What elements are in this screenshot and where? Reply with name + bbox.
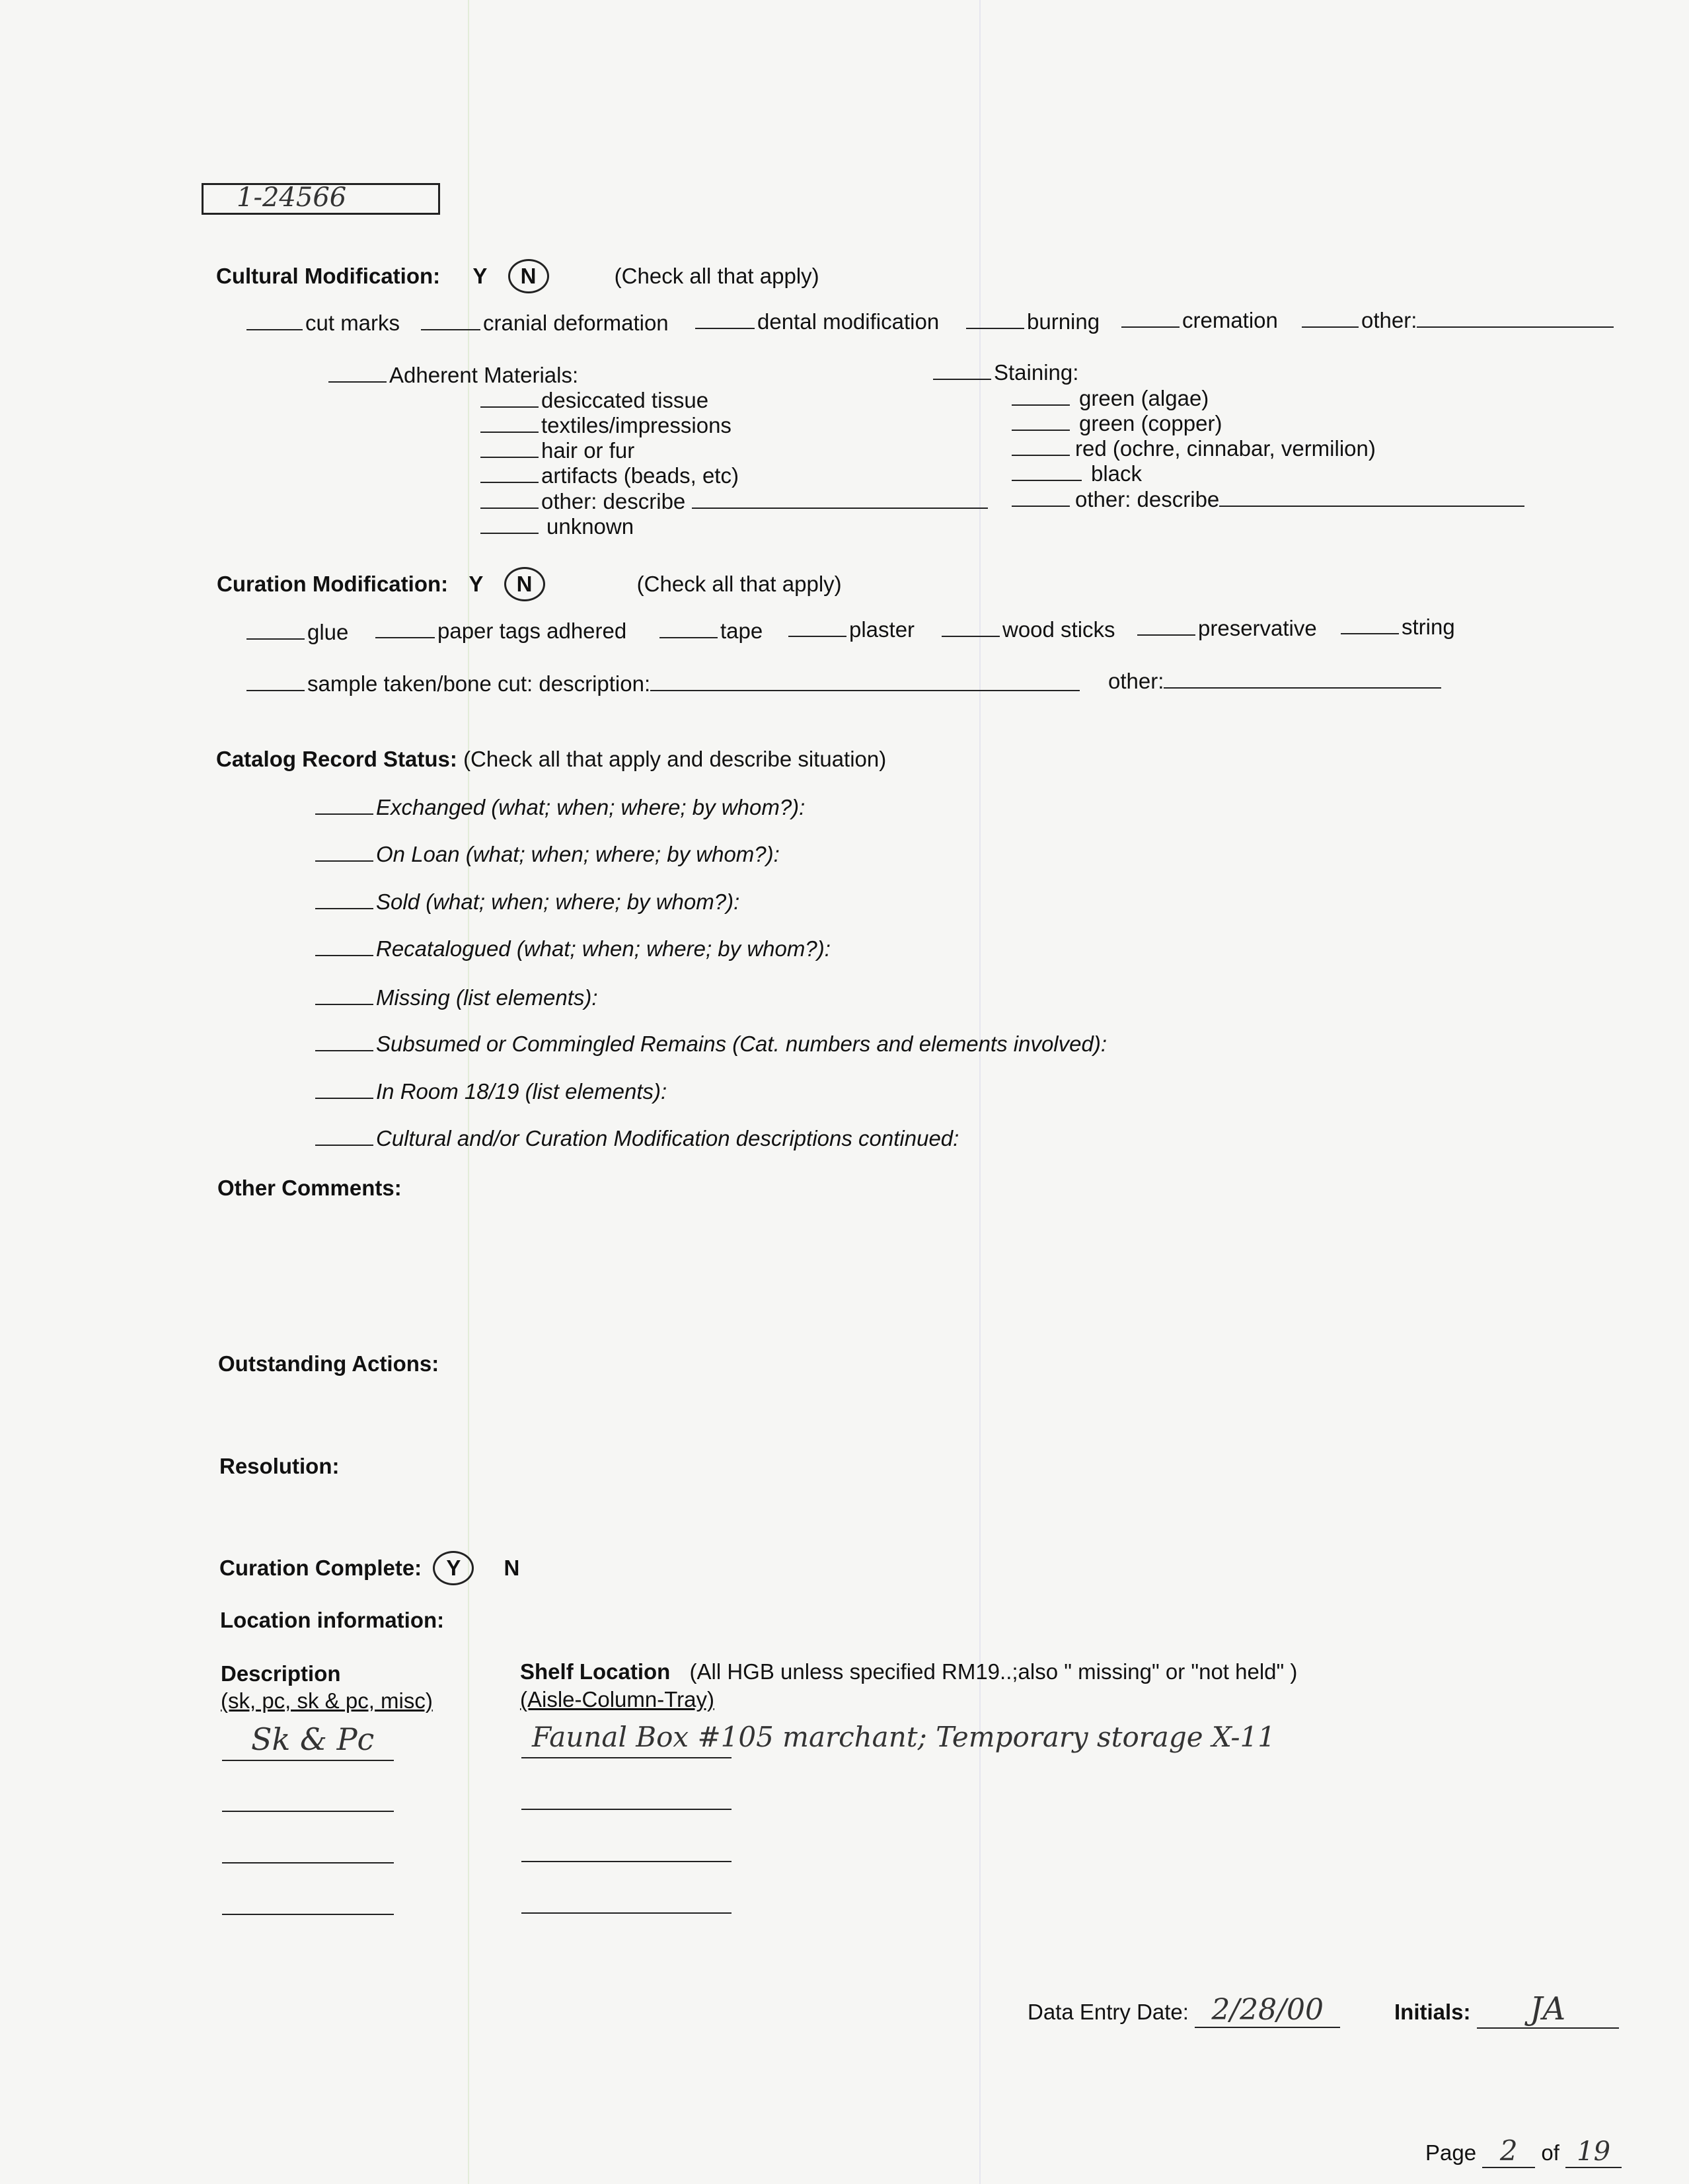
shelf-location-line[interactable]	[521, 1757, 732, 1758]
cultural-modification-row	[216, 259, 819, 293]
description-line[interactable]	[222, 1862, 394, 1864]
catalog-status-row	[216, 747, 886, 772]
location-information-label: Location information:	[220, 1608, 445, 1632]
curation-complete-label: Curation Complete:	[219, 1556, 422, 1580]
adherent-item[interactable]: other: describe	[480, 489, 991, 514]
curation-modification-label: Curation Modification:	[217, 572, 449, 596]
staining-item[interactable]: green (copper)	[1012, 411, 1222, 436]
cultural-modification-label: Cultural Modification:	[216, 264, 441, 288]
shelf-location-heading: Shelf Location	[520, 1659, 671, 1684]
curation-complete-n-option[interactable]: N	[504, 1556, 520, 1580]
shelf-location-subheading: (Aisle-Column-Tray)	[520, 1687, 714, 1712]
cultural-check-item[interactable]: burning	[966, 309, 1100, 334]
catalog-status-item[interactable]: Subsumed or Commingled Remains (Cat. numbers and elements involved):	[315, 1032, 1107, 1057]
curation-modification-row	[217, 567, 842, 601]
description-line[interactable]	[222, 1914, 394, 1915]
curation-other-field[interactable]: other:	[1108, 669, 1444, 694]
initials-value[interactable]: JA	[1477, 1990, 1619, 2029]
cultural-check-note: (Check all that apply)	[614, 264, 819, 288]
page-total-value: 19	[1565, 2136, 1622, 2168]
cultural-check-item[interactable]: dental modification	[695, 309, 939, 334]
curation-check-item[interactable]: tape	[659, 619, 763, 644]
cultural-check-item[interactable]: other:	[1302, 308, 1616, 333]
cultural-n-option-circled[interactable]: N	[508, 259, 549, 293]
data-entry-date-value[interactable]: 2/28/00	[1195, 1993, 1340, 2028]
catalog-status-item[interactable]: In Room 18/19 (list elements):	[315, 1079, 667, 1104]
sample-taken-field[interactable]: sample taken/bone cut: description:	[246, 671, 1082, 697]
staining-item[interactable]: other: describe	[1012, 487, 1527, 512]
catalog-status-item[interactable]: Exchanged (what; when; where; by whom?):	[315, 795, 805, 820]
page-label: Page	[1425, 2140, 1477, 2165]
initials-field[interactable]	[1394, 1990, 1619, 2029]
curation-check-item[interactable]: wood sticks	[942, 617, 1115, 642]
shelf-location-heading-row	[520, 1659, 1297, 1684]
data-entry-date-label: Data Entry Date:	[1028, 2000, 1189, 2024]
adherent-materials-heading[interactable]: Adherent Materials:	[328, 363, 578, 388]
catalog-status-item[interactable]: Missing (list elements):	[315, 985, 598, 1010]
page-number	[1425, 2134, 1622, 2168]
curation-complete-row	[219, 1551, 519, 1585]
curation-check-item[interactable]: plaster	[788, 617, 915, 642]
curation-complete-y-circled[interactable]: Y	[433, 1551, 474, 1585]
shelf-location-value[interactable]: Faunal Box #105 marchant; Temporary storage X-11	[532, 1721, 1275, 1753]
adherent-item[interactable]: unknown	[480, 514, 634, 539]
catalog-status-item[interactable]: Recatalogued (what; when; where; by whom?):	[315, 936, 831, 961]
staining-heading[interactable]: Staining:	[933, 360, 1078, 385]
description-value[interactable]: Sk & Pc	[251, 1721, 375, 1757]
of-label: of	[1541, 2140, 1559, 2165]
staining-item[interactable]: red (ochre, cinnabar, vermilion)	[1012, 436, 1376, 461]
resolution-label: Resolution:	[219, 1454, 340, 1478]
adherent-item[interactable]: desiccated tissue	[480, 388, 708, 413]
record-id-value: 1-24566	[237, 182, 347, 213]
curation-y-option[interactable]: Y	[469, 572, 484, 596]
record-id-box	[202, 183, 440, 215]
shelf-location-note: (All HGB unless specified RM19..;also " missing" or "not held" )	[689, 1659, 1298, 1684]
shelf-location-line[interactable]	[521, 1861, 732, 1862]
data-entry-date-field[interactable]	[1028, 1993, 1340, 2028]
description-line[interactable]	[222, 1760, 394, 1761]
cultural-y-option[interactable]: Y	[472, 264, 488, 288]
catalog-status-note: (Check all that apply and describe situation)	[463, 747, 887, 771]
description-line[interactable]	[222, 1811, 394, 1812]
curation-check-item[interactable]: string	[1341, 615, 1455, 640]
cultural-check-item[interactable]: cut marks	[246, 311, 400, 336]
curation-check-item[interactable]: paper tags adhered	[375, 619, 626, 644]
other-comments-label: Other Comments:	[217, 1176, 402, 1200]
initials-label: Initials:	[1394, 2000, 1471, 2024]
staining-item[interactable]: black	[1012, 461, 1142, 486]
shelf-location-line[interactable]	[521, 1912, 732, 1914]
shelf-location-line[interactable]	[521, 1809, 732, 1810]
catalog-status-item[interactable]: Cultural and/or Curation Modification descriptions continued:	[315, 1126, 959, 1151]
catalog-status-label: Catalog Record Status:	[216, 747, 457, 771]
catalog-status-item[interactable]: Sold (what; when; where; by whom?):	[315, 889, 739, 915]
adherent-item[interactable]: textiles/impressions	[480, 413, 732, 438]
description-subheading: (sk, pc, sk & pc, misc)	[221, 1688, 433, 1713]
page-value: 2	[1482, 2134, 1535, 2168]
outstanding-actions-label: Outstanding Actions:	[218, 1351, 439, 1376]
catalog-status-item[interactable]: On Loan (what; when; where; by whom?):	[315, 842, 780, 867]
curation-check-note: (Check all that apply)	[636, 572, 842, 596]
adherent-item[interactable]: artifacts (beads, etc)	[480, 463, 739, 488]
cultural-check-item[interactable]: cranial deformation	[421, 311, 669, 336]
curation-check-item[interactable]: glue	[246, 620, 348, 645]
curation-n-option-circled[interactable]: N	[504, 567, 545, 601]
curation-check-item[interactable]: preservative	[1137, 616, 1317, 641]
adherent-item[interactable]: hair or fur	[480, 438, 634, 463]
description-heading: Description	[221, 1661, 341, 1686]
cultural-check-item[interactable]: cremation	[1121, 308, 1278, 333]
staining-item[interactable]: green (algae)	[1012, 386, 1209, 411]
